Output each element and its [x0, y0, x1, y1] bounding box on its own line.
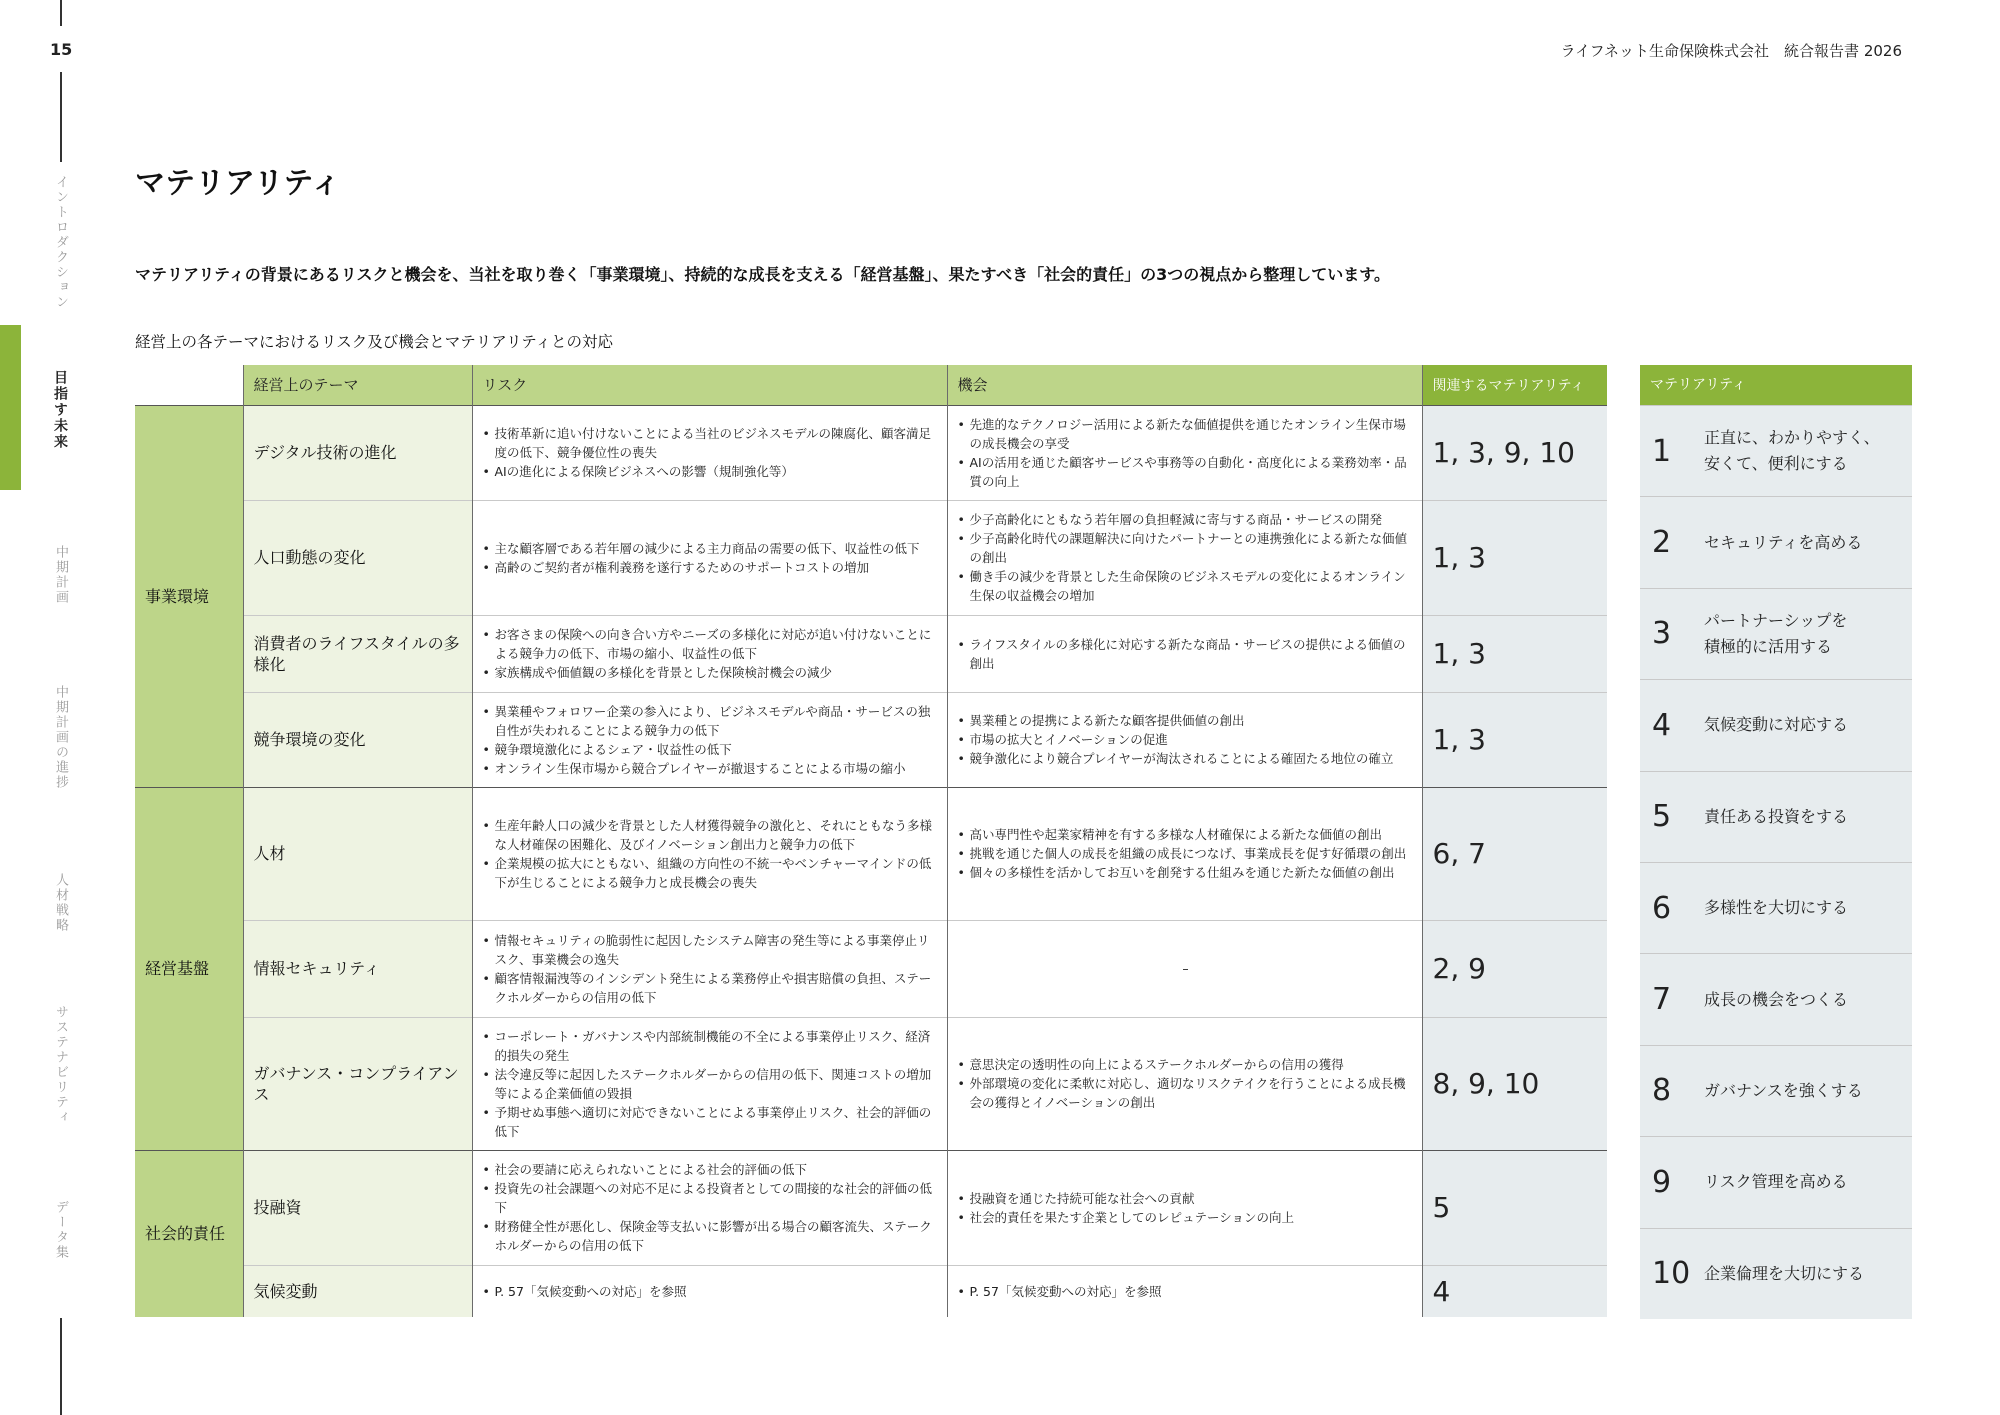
risk-item: • 競争環境激化によるシェア・収益性の低下	[483, 740, 939, 759]
table-row	[135, 787, 1607, 920]
materiality-label: 気候変動に対応する	[1704, 715, 1849, 735]
theme-cell: 情報セキュリティ	[243, 920, 472, 1017]
opportunity-cell	[947, 1150, 1422, 1265]
materiality-label: リスク管理を高める	[1704, 1172, 1848, 1192]
related-materiality: 5	[1422, 1150, 1607, 1265]
related-materiality: 1, 3	[1422, 500, 1607, 615]
risk-item: • 法令違反等に起因したステークホルダーからの信用の低下、関連コストの増加等による企業価値の毀損	[483, 1065, 939, 1103]
opportunity-item: • 意思決定の透明性の向上によるステークホルダーからの信用の獲得	[958, 1055, 1414, 1074]
rail-line-middle	[60, 72, 62, 162]
opportunity-item: • ライフスタイルの多様化に対応する新たな商品・サービスの提供による価値の創出	[958, 635, 1414, 673]
materiality-panel-heading: マテリアリティ	[1640, 365, 1912, 405]
table-row	[135, 920, 1607, 1017]
opportunity-item: • 外部環境の変化に柔軟に対応し、適切なリスクテイクを行うことによる成長機会の獲得とイノベーションの創出	[958, 1074, 1414, 1112]
risk-cell	[472, 787, 947, 920]
materiality-label: ガバナンスを強くする	[1704, 1080, 1863, 1100]
nav-item-future-vision[interactable]: 目指す未来	[52, 370, 68, 450]
materiality-item	[1640, 1228, 1912, 1319]
opportunity-item: • 先進的なテクノロジー活用による新たな価値提供を通じたオンライン生保市場の成長機会の享受	[958, 415, 1414, 453]
risk-cell	[472, 692, 947, 787]
opportunity-cell	[947, 1017, 1422, 1150]
risk-cell	[472, 615, 947, 692]
theme-cell: 消費者のライフスタイルの多様化	[243, 615, 472, 692]
risk-item: • 社会の要請に応えられないことによる社会的評価の低下	[483, 1160, 939, 1179]
table-row	[135, 1150, 1607, 1265]
opportunity-cell	[947, 405, 1422, 500]
category-social-responsibility: 社会的責任	[135, 1150, 243, 1317]
related-materiality: 2, 9	[1422, 920, 1607, 1017]
opportunity-item: • AIの活用を通じた顧客サービスや事務等の自動化・高度化による業務効率・品質の向上	[958, 453, 1414, 491]
risk-item: • 財務健全性が悪化し、保険金等支払いに影響が出る場合の顧客流失、ステークホルダーからの信用の低下	[483, 1217, 939, 1255]
opportunity-item: • 市場の拡大とイノベーションの促進	[958, 730, 1414, 749]
materiality-label: セキュリティを高める	[1704, 532, 1863, 552]
materiality-number: 1	[1652, 433, 1672, 469]
materiality-label: 成長の機会をつくる	[1704, 989, 1849, 1009]
opportunity-item: • 少子高齢化時代の課題解決に向けたパートナーとの連携強化による新たな価値の創出	[958, 529, 1414, 567]
related-materiality: 1, 3	[1422, 615, 1607, 692]
nav-item-hr-strategy[interactable]: 人材戦略	[53, 873, 68, 933]
theme-cell: ガバナンス・コンプライアンス	[243, 1017, 472, 1150]
materiality-label: パートナーシップを 積極的に活用する	[1704, 610, 1848, 656]
table-row	[135, 1265, 1607, 1317]
nav-item-mid-term-progress[interactable]: 中期計画の進捗	[53, 685, 68, 790]
risk-item: • 技術革新に追い付けないことによる当社のビジネスモデルの陳腐化、顧客満足度の低下、競争優位性の喪失	[483, 424, 939, 462]
risk-item: • お客さまの保険への向き合い方やニーズの多様化に対応が追い付けないことによる競争力の低下、市場の縮小、収益性の低下	[483, 625, 939, 663]
materiality-item	[1640, 496, 1912, 587]
risk-item-reference-link[interactable]: • P. 57「気候変動への対応」を参照	[483, 1282, 939, 1301]
risk-cell	[472, 500, 947, 615]
opportunity-cell	[947, 615, 1422, 692]
materiality-label: 多様性を大切にする	[1704, 898, 1849, 918]
opportunity-cell	[947, 692, 1422, 787]
theme-cell: 人材	[243, 787, 472, 920]
opportunity-cell	[947, 1265, 1422, 1317]
theme-cell: 気候変動	[243, 1265, 472, 1317]
materiality-item	[1640, 1045, 1912, 1136]
header-opportunity: 機会	[947, 365, 1422, 405]
materiality-number: 10	[1652, 1256, 1691, 1292]
materiality-number: 4	[1652, 707, 1672, 743]
nav-item-mid-term-plan[interactable]: 中期計画	[53, 545, 68, 605]
materiality-label: 正直に、わかりやすく、 安くて、便利にする	[1704, 428, 1880, 474]
risk-item: • 生産年齢人口の減少を背景とした人材獲得競争の激化と、それにともなう多様な人材確保の困難化、及びイノベーション創出力と競争力の低下	[483, 816, 939, 854]
risk-cell	[472, 1150, 947, 1265]
opportunity-cell	[947, 787, 1422, 920]
theme-cell: 人口動態の変化	[243, 500, 472, 615]
risk-item: • 異業種やフォロワー企業の参入により、ビジネスモデルや商品・サービスの独自性が失われることによる競争力の低下	[483, 702, 939, 740]
risk-item: • 家族構成や価値観の多様化を背景とした保険検討機会の減少	[483, 663, 939, 682]
risk-cell	[472, 1017, 947, 1150]
risk-item: • 情報セキュリティの脆弱性に起因したシステム障害の発生等による事業停止リスク、事業機会の逸失	[483, 931, 939, 969]
table-title: 経営上の各テーマにおけるリスク及び機会とマテリアリティとの対応	[135, 333, 614, 351]
materiality-item	[1640, 588, 1912, 679]
table-row	[135, 1017, 1607, 1150]
opportunity-item: • 働き手の減少を背景とした生命保険のビジネスモデルの変化によるオンライン生保の収益機会の増加	[958, 567, 1414, 605]
risk-item: • 投資先の社会課題への対応不足による投資者としての間接的な社会的評価の低下	[483, 1179, 939, 1217]
materiality-number: 6	[1652, 890, 1672, 926]
company-report-name: ライフネット生命保険株式会社 統合報告書 2026	[1560, 42, 1902, 60]
materiality-number: 5	[1652, 799, 1672, 835]
opportunity-item: • 社会的責任を果たす企業としてのレピュテーションの向上	[958, 1208, 1414, 1227]
related-materiality: 1, 3, 9, 10	[1422, 405, 1607, 500]
table-row	[135, 692, 1607, 787]
risk-item: • オンライン生保市場から競合プレイヤーが撤退することによる市場の縮小	[483, 759, 939, 778]
related-materiality: 8, 9, 10	[1422, 1017, 1607, 1150]
opportunity-cell-empty: –	[947, 920, 1422, 1017]
page-number: 15	[50, 40, 73, 59]
page-title: マテリアリティ	[135, 166, 341, 201]
risk-cell	[472, 920, 947, 1017]
risk-opportunity-table	[135, 365, 1607, 1317]
risk-item: • 予期せぬ事態へ適切に対応できないことによる事業停止リスク、社会的評価の低下	[483, 1103, 939, 1141]
risk-cell	[472, 405, 947, 500]
rail-line-top	[60, 0, 62, 26]
materiality-number: 7	[1652, 982, 1672, 1018]
theme-cell: デジタル技術の進化	[243, 405, 472, 500]
risk-item: • 高齢のご契約者が権利義務を遂行するためのサポートコストの増加	[483, 558, 939, 577]
risk-item: • コーポレート・ガバナンスや内部統制機能の不全による事業停止リスク、経済的損失の発生	[483, 1027, 939, 1065]
materiality-label: 責任ある投資をする	[1704, 806, 1849, 826]
table-row	[135, 500, 1607, 615]
opportunity-item: • 挑戦を通じた個人の成長を組織の成長につなげ、事業成長を促す好循環の創出	[958, 844, 1414, 863]
theme-cell: 競争環境の変化	[243, 692, 472, 787]
risk-item: • AIの進化による保険ビジネスへの影響（規制強化等）	[483, 462, 939, 481]
materiality-item	[1640, 679, 1912, 770]
materiality-item	[1640, 862, 1912, 953]
risk-cell	[472, 1265, 947, 1317]
risk-item: • 主な顧客層である若年層の減少による主力商品の需要の低下、収益性の低下	[483, 539, 939, 558]
header-related-materiality: 関連するマテリアリティ	[1422, 365, 1607, 405]
materiality-item	[1640, 1136, 1912, 1227]
materiality-item	[1640, 771, 1912, 862]
opportunity-item: • 少子高齢化にともなう若年層の負担軽減に寄与する商品・サービスの開発	[958, 510, 1414, 529]
materiality-number: 3	[1652, 616, 1672, 652]
opportunity-item: • 競争激化により競合プレイヤーが淘汰されることによる確固たる地位の確立	[958, 749, 1414, 768]
materiality-panel	[1640, 365, 1912, 1319]
header-theme: 経営上のテーマ	[243, 365, 472, 405]
materiality-number: 2	[1652, 525, 1672, 561]
related-materiality: 1, 3	[1422, 692, 1607, 787]
materiality-number: 9	[1652, 1164, 1672, 1200]
opportunity-item: • 個々の多様性を活かしてお互いを創発する仕組みを通じた新たな価値の創出	[958, 863, 1414, 882]
category-business-environment: 事業環境	[135, 405, 243, 787]
materiality-item	[1640, 405, 1912, 496]
header-blank	[135, 365, 243, 405]
nav-item-introduction[interactable]: イントロダクション	[53, 175, 68, 310]
materiality-item	[1640, 953, 1912, 1044]
risk-item: • 企業規模の拡大にともない、組織の方向性の不統一やベンチャーマインドの低下が生じることによる競争力と成長機会の喪失	[483, 854, 939, 892]
theme-cell: 投融資	[243, 1150, 472, 1265]
header-risk: リスク	[472, 365, 947, 405]
nav-item-data[interactable]: データ集	[53, 1200, 68, 1260]
related-materiality: 4	[1422, 1265, 1607, 1317]
lead-text: マテリアリティの背景にあるリスクと機会を、当社を取り巻く「事業環境」、持続的な成長を支える「経営基盤」、果たすべき「社会的責任」の3つの視点から整理しています。	[135, 265, 1390, 284]
table-row	[135, 615, 1607, 692]
materiality-number: 8	[1652, 1073, 1672, 1109]
rail-line-bottom	[60, 1318, 62, 1415]
opportunity-item: • 高い専門性や起業家精神を有する多様な人材確保による新たな価値の創出	[958, 825, 1414, 844]
materiality-label: 企業倫理を大切にする	[1704, 1263, 1865, 1283]
opportunity-cell	[947, 500, 1422, 615]
table-row	[135, 405, 1607, 500]
risk-item: • 顧客情報漏洩等のインシデント発生による業務停止や損害賠償の負担、ステークホルダーからの信用の低下	[483, 969, 939, 1007]
opportunity-item: • 投融資を通じた持続可能な社会への貢献	[958, 1189, 1414, 1208]
opportunity-item-reference-link[interactable]: • P. 57「気候変動への対応」を参照	[958, 1282, 1414, 1301]
opportunity-item: • 異業種との提携による新たな顧客提供価値の創出	[958, 711, 1414, 730]
nav-active-indicator	[0, 325, 21, 490]
category-management-foundation: 経営基盤	[135, 787, 243, 1150]
related-materiality: 6, 7	[1422, 787, 1607, 920]
nav-item-sustainability[interactable]: サステナビリティ	[53, 1005, 68, 1125]
